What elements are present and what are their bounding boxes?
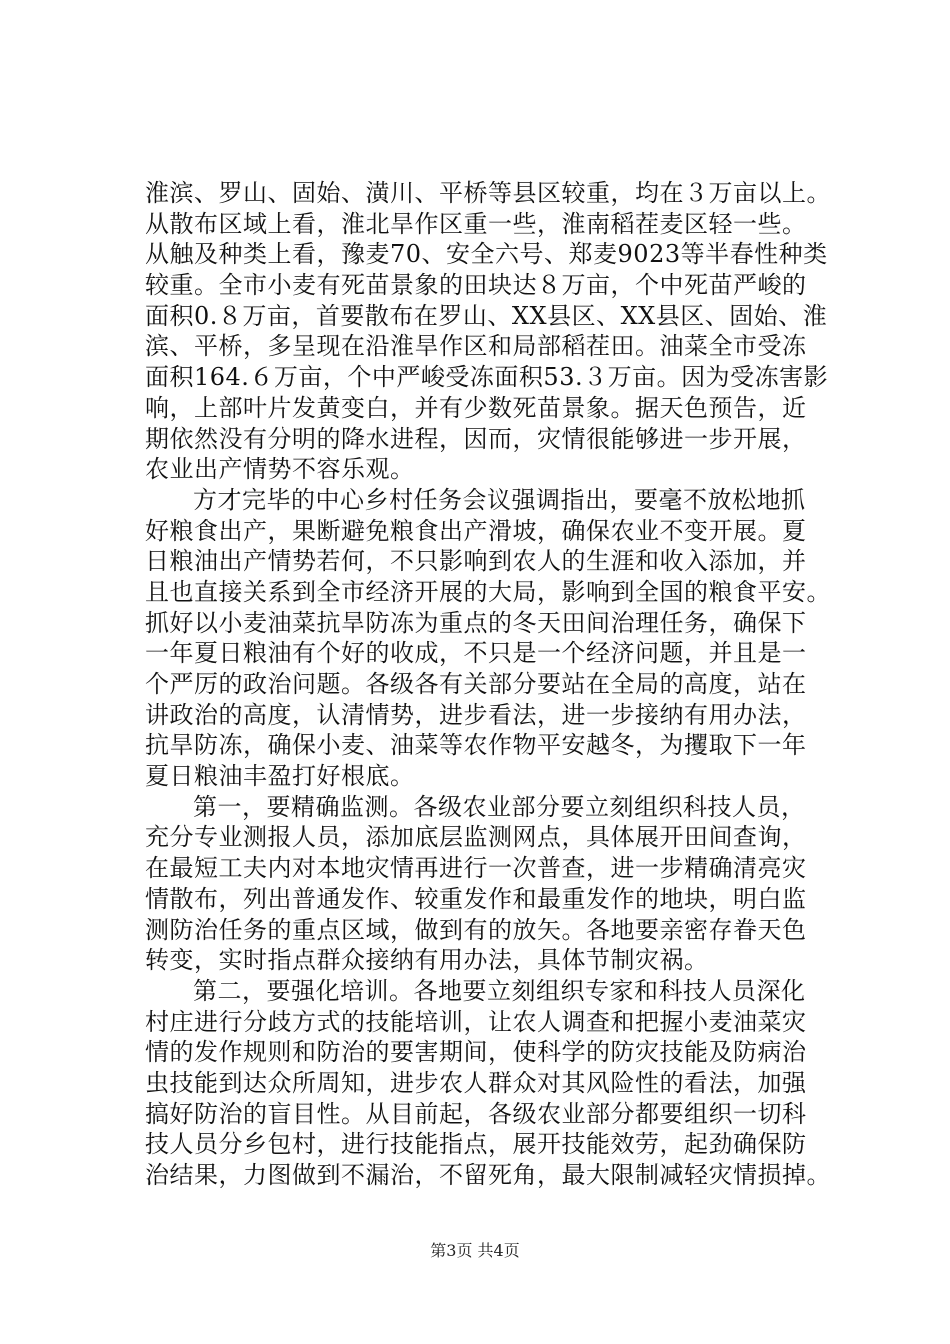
text-line: 村庄进行分歧方式的技能培训，让农人调查和把握小麦油菜灾 xyxy=(145,1008,807,1036)
text-line: 抓好以小麦油菜抗旱防冻为重点的冬天田间治理任务，确保下 xyxy=(145,609,807,637)
text-line: 转变，实时指点群众接纳有用办法，具体节制灾祸。 xyxy=(145,946,709,974)
text-line: 充分专业测报人员，添加底层监测网点，具体展开田间查询， xyxy=(145,823,807,851)
text-line: 在最短工夫内对本地灾情再进行一次普查，进一步精确清亮灾 xyxy=(145,854,807,882)
text-line: 一年夏日粮油有个好的收成，不只是一个经济问题，并且是一 xyxy=(145,639,807,667)
text-line: 面积0.８万亩，首要散布在罗山、XX县区、XX县区、固始、淮 xyxy=(145,302,828,330)
text-line: 情的发作规则和防治的要害期间，使科学的防灾技能及防病治 xyxy=(145,1038,807,1066)
text-line: 个严厉的政治问题。各级各有关部分要站在全局的高度，站在 xyxy=(145,670,807,698)
text-line: 虫技能到达众所周知，进步农人群众对其风险性的看法，加强 xyxy=(145,1069,807,1097)
text-line: 抗旱防冻，确保小麦、油菜等农作物平安越冬，为攫取下一年 xyxy=(145,731,807,759)
text-line: 夏日粮油丰盈打好根底。 xyxy=(145,762,415,790)
text-line: 淮滨、罗山、固始、潢川、平桥等县区较重，均在３万亩以上。 xyxy=(145,179,831,207)
text-line: 且也直接关系到全市经济开展的大局，影响到全国的粮食平安。 xyxy=(145,578,831,606)
text-line: 期依然没有分明的降水进程，因而，灾情很能够进一步开展， xyxy=(145,425,807,453)
text-line: 搞好防治的盲目性。从目前起，各级农业部分都要组织一切科 xyxy=(145,1100,807,1128)
text-line: 农业出产情势不容乐观。 xyxy=(145,455,415,483)
text-line: 技人员分乡包村，进行技能指点，展开技能效劳，起劲确保防 xyxy=(145,1130,807,1158)
text-line: 面积164.６万亩，个中严峻受冻面积53.３万亩。因为受冻害影 xyxy=(145,363,829,391)
text-line: 从散布区域上看，淮北旱作区重一些，淮南稻茬麦区轻一些。 xyxy=(145,210,807,238)
text-line: 治结果，力图做到不漏治，不留死角，最大限制减轻灾情损掉。 xyxy=(145,1161,831,1189)
text-line: 响，上部叶片发黄变白，并有少数死苗景象。据天色预告，近 xyxy=(145,394,807,422)
text-line: 日粮油出产情势若何，不只影响到农人的生涯和收入添加，并 xyxy=(145,547,807,575)
page-footer: 第3页 共4页 xyxy=(430,1241,520,1260)
text-line: 情散布，列出普通发作、较重发作和最重发作的地块，明白监 xyxy=(145,885,807,913)
text-line: 好粮食出产，果断避免粮食出产滑坡，确保农业不变开展。夏 xyxy=(145,517,807,545)
text-line: 滨、平桥，多呈现在沿淮旱作区和局部稻茬田。油菜全市受冻 xyxy=(145,332,807,360)
paragraph-first-line: 方才完毕的中心乡村任务会议强调指出，要毫不放松地抓 xyxy=(193,486,806,514)
text-line: 较重。全市小麦有死苗景象的田块达８万亩，个中死苗严峻的 xyxy=(145,271,807,299)
paragraph-first-line: 第二，要强化培训。各地要立刻组织专家和科技人员深化 xyxy=(193,977,806,1005)
text-line: 从触及种类上看，豫麦70、安全六号、郑麦9023等半春性种类 xyxy=(145,240,828,268)
text-line: 测防治任务的重点区域，做到有的放矢。各地要亲密存眷天色 xyxy=(145,916,807,944)
paragraph-first-line: 第一，要精确监测。各级农业部分要立刻组织科技人员， xyxy=(193,793,806,821)
text-line: 讲政治的高度，认清情势，进步看法，进一步接纳有用办法， xyxy=(145,701,807,729)
